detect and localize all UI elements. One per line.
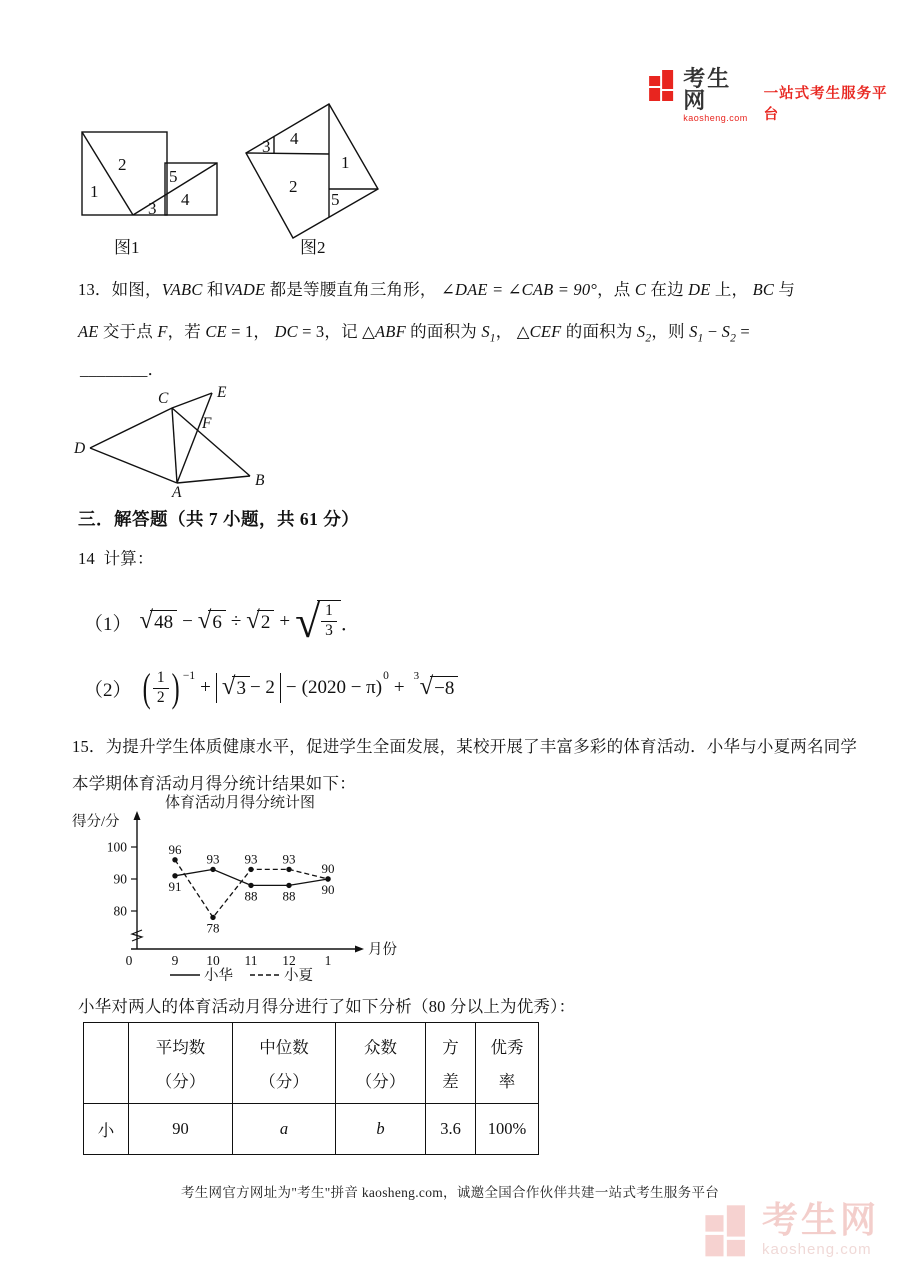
watermark-logo	[698, 1199, 880, 1258]
header-mean: 平均数 （分）	[129, 1023, 233, 1104]
fig1-piece-label: 4	[181, 190, 190, 209]
fig1-dissection-diagram	[78, 125, 228, 220]
vertex-label-A: A	[172, 484, 182, 501]
q14-expression-2: （2） ( $\frac{1}{2}$ ) −1 + √ 3 − 2 − (2020 − π) 0 + √ 3 −8	[84, 662, 458, 714]
stats-table	[83, 1022, 539, 1155]
data-point	[172, 873, 177, 878]
fig1-caption: 图1	[114, 238, 140, 257]
q13-answer-blank: ________．	[80, 360, 165, 379]
sqrt-2: √ 2	[246, 610, 274, 634]
data-point	[325, 876, 330, 881]
table-header-row	[84, 1023, 539, 1104]
data-point	[248, 883, 253, 888]
table-data-row	[84, 1104, 539, 1155]
data-point-label: 91	[168, 878, 182, 894]
vertex-label-D: D	[74, 440, 86, 457]
fig2-piece-label: 2	[289, 177, 298, 196]
header-median: 中位数 （分）	[233, 1023, 336, 1104]
sqrt-3: √ 3	[222, 676, 250, 700]
data-point-label: 93	[206, 851, 220, 867]
brand-tagline: 一站式考生服务平台	[763, 86, 888, 123]
fig2-piece-label: 1	[341, 153, 350, 172]
y-tick-label: 90	[113, 871, 127, 887]
header-excellent-rate: 优秀 率	[476, 1023, 539, 1104]
cell-mode: b	[336, 1104, 426, 1155]
cube-root-neg-8: √ 3 −8	[420, 676, 459, 700]
cell-median: a	[233, 1104, 336, 1155]
fig1-piece-label: 5	[169, 167, 178, 186]
x-axis-label: 月份	[368, 942, 397, 958]
x-tick-label: 12	[282, 953, 296, 968]
x-tick-label: 11	[244, 953, 258, 968]
data-point	[286, 867, 291, 872]
paren-2020-pi: (2020 − π)	[301, 677, 383, 698]
chart-title: 体育活动月得分统计图	[164, 795, 316, 811]
data-point	[248, 867, 253, 872]
vertex-label-C: C	[158, 390, 169, 407]
watermark-domain: kaosheng.com	[762, 1241, 872, 1258]
x-tick-label: 9	[171, 953, 179, 968]
vertex-label-B: B	[255, 472, 265, 489]
data-point-label: 88	[244, 888, 258, 904]
fig2-piece-label: 5	[331, 190, 340, 209]
y-axis-label: 得分/分	[72, 814, 120, 830]
sqrt-6: √ 6	[198, 610, 226, 634]
q13-text-line2: AE 交于点 F，若 CE = 1， DC = 3，记 △ABF 的面积为 $S_1$， △CEF 的面积为 $S_2$，则 $S_1 - S_2$ =	[78, 322, 750, 345]
y-tick-label: 80	[113, 903, 127, 919]
watermark-brand: 考生网	[762, 1199, 880, 1240]
vertex-label-E: E	[217, 384, 227, 401]
data-point-label: 93	[282, 851, 296, 867]
watermark-logo-icon	[698, 1202, 754, 1258]
fig2-piece-label: 3	[262, 137, 271, 156]
header-mode: 众数 （分）	[336, 1023, 426, 1104]
brand-name: 考生网	[683, 66, 732, 113]
q13-triangle-diagram	[72, 383, 272, 501]
q14-label: 计算：	[103, 549, 154, 568]
score-line-chart	[70, 793, 415, 988]
origin-label: 0	[125, 953, 133, 968]
cell-variance: 3.6	[426, 1104, 476, 1155]
data-point	[286, 883, 291, 888]
kaosheng-logo-icon	[645, 68, 678, 102]
fig1-piece-label: 3	[148, 199, 157, 218]
fig1-piece-label: 1	[90, 182, 99, 201]
q14-heading	[78, 545, 154, 569]
section-3-title: 三．解答题（共 7 小题，共 61 分）	[78, 509, 360, 529]
q14-expression-1: （1） √ 48 − √ 6 ÷ √ 2 + √ $\frac{1}{3}$ ．	[84, 594, 360, 650]
axis-break	[132, 930, 142, 941]
fig2-caption: 图2	[300, 238, 326, 257]
x-tick-label: 1	[324, 953, 332, 968]
header-logo	[645, 68, 900, 124]
footer-text: 考生网官方网址为"考生"拼音 kaosheng.com，诚邀全国合作伙伴共建一站式考生服务平台	[180, 1185, 720, 1200]
x-tick-label: 10	[206, 953, 220, 968]
q15-text-line1: 15．为提升学生体质健康水平，促进学生全面发展，某校开展了丰富多彩的体育活动．小华与小夏两名同学	[72, 737, 858, 756]
y-axis-arrow	[134, 811, 141, 820]
header-variance: 方 差	[426, 1023, 476, 1104]
data-point-label: 96	[168, 841, 182, 857]
data-point	[210, 867, 215, 872]
q15-text-line2: 本学期体育活动月得分统计结果如下：	[72, 774, 356, 793]
cell-excellent-rate: 100%	[476, 1104, 539, 1155]
q14-number: 14	[78, 549, 95, 568]
data-point	[210, 915, 215, 920]
data-point-label: 78	[206, 920, 220, 936]
x-axis-arrow	[355, 946, 364, 953]
fig2-dissection-diagram	[240, 100, 400, 245]
fig1-piece-label: 2	[118, 155, 127, 174]
fraction-one-half: $\frac{1}{2}$	[153, 669, 169, 707]
vertex-label-F: F	[202, 415, 212, 432]
absolute-value: √ 3 − 2	[216, 673, 281, 703]
cell-mean: 90	[129, 1104, 233, 1155]
q13-text-line1: 13．如图，VABC 和VADE 都是等腰直角三角形， ∠DAE = ∠CAB = 90°，点 C 在边 DE 上， BC 与	[78, 280, 796, 299]
corner-cell	[84, 1023, 129, 1104]
sqrt-48: √ 48	[140, 610, 178, 634]
data-point	[172, 857, 177, 862]
legend-label: 小夏	[284, 968, 313, 984]
brand-domain: kaosheng.com	[683, 113, 748, 123]
data-point-label: 90	[321, 861, 335, 876]
exponent-zero: 0	[383, 670, 389, 682]
data-point-label: 90	[321, 882, 335, 897]
exponent-neg-one: −1	[182, 670, 196, 682]
sqrt-one-third: √ $\frac{1}{3}$	[295, 600, 341, 643]
fig2-piece-label: 4	[290, 129, 299, 148]
q15-analysis-text: 小华对两人的体育活动月得分进行了如下分析（80 分以上为优秀）：	[78, 997, 576, 1016]
y-tick-label: 100	[106, 839, 127, 855]
data-point-label: 93	[244, 851, 258, 867]
data-point-label: 88	[282, 888, 296, 904]
legend-label: 小华	[204, 968, 233, 984]
cell-row-name: 小	[84, 1104, 129, 1155]
